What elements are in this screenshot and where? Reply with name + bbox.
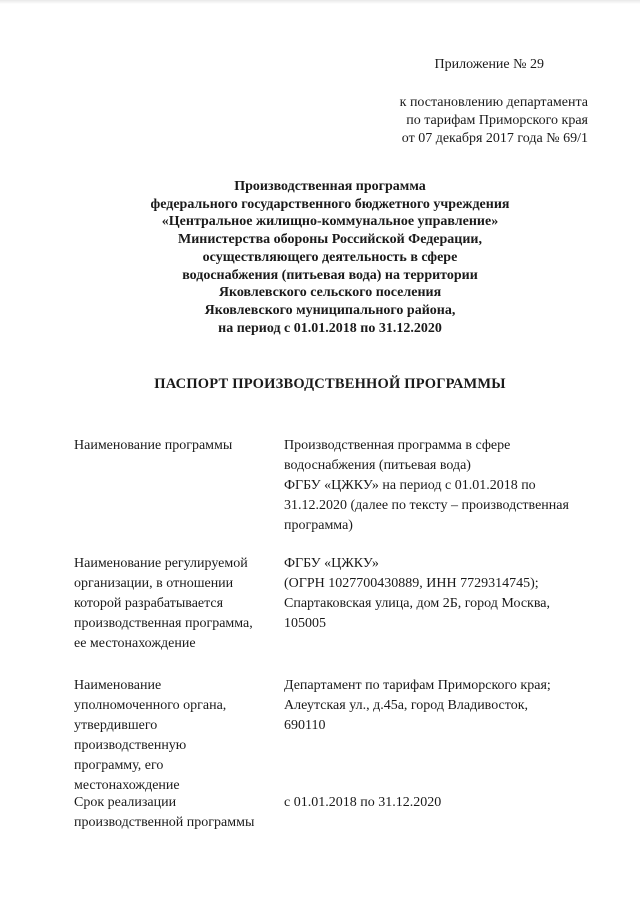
row-label [74, 793, 279, 833]
label-line: Срок реализации [74, 795, 177, 810]
value-line: 105005 [284, 616, 326, 631]
passport-heading: ПАСПОРТ ПРОИЗВОДСТВЕННОЙ ПРОГРАММЫ [154, 376, 506, 392]
label-line: производственную [74, 738, 187, 753]
label-line: уполномоченного органа, [74, 698, 227, 713]
label-line: Наименование программы [74, 438, 233, 453]
title-line: Министерства обороны Российской Федерации, [177, 232, 482, 248]
appendix-number [435, 56, 545, 74]
value-line: ФГБУ «ЦЖКУ» на период с 01.01.2018 по [284, 478, 536, 493]
title-line: на период с 01.01.2018 по 31.12.2020 [218, 320, 442, 336]
value-line: программа) [284, 518, 353, 533]
label-line: которой разрабатывается [74, 596, 224, 611]
title-line: «Центральное жилищно-коммунальное управление» [161, 214, 499, 230]
label-line: программу, его [74, 758, 164, 773]
document-title [60, 178, 600, 337]
value-line: (ОГРН 1027700430889, ИНН 7729314745); [284, 576, 539, 591]
appendix-title: Приложение № 29 [434, 57, 544, 72]
appendix-ref-line: к постановлению департамента [399, 95, 588, 110]
value-line: с 01.01.2018 по 31.12.2020 [284, 795, 442, 810]
label-line: утвердившего [74, 718, 158, 733]
label-line: ее местонахождение [74, 636, 196, 651]
appendix-ref-line: от 07 декабря 2017 года № 69/1 [401, 131, 588, 146]
value-line: Производственная программа в сфере [284, 438, 511, 453]
label-line: Наименование регулируемой [74, 556, 248, 571]
title-line: федерального государственного бюджетного учреждения [150, 196, 510, 212]
row-value [284, 793, 594, 813]
scan-edge [0, 0, 640, 4]
title-line: Производственная программа [234, 179, 426, 194]
value-line: ФГБУ «ЦЖКУ» [284, 556, 379, 571]
label-line: Наименование [74, 678, 162, 693]
title-line: Яковлевского сельского поселения [218, 285, 442, 301]
value-line: Департамент по тарифам Приморского края; [284, 678, 551, 693]
value-line: 690110 [284, 718, 326, 733]
value-line: Спартаковская улица, дом 2Б, город Москва, [284, 596, 550, 611]
row-value [284, 676, 594, 736]
row-value [284, 436, 594, 536]
title-line: Яковлевского муниципального района, [204, 302, 456, 318]
value-line: водоснабжения (питьевая вода) [284, 458, 471, 473]
label-line: организации, в отношении [74, 576, 234, 591]
label-line: местонахождение [74, 778, 180, 793]
label-line: производственной программы [74, 815, 255, 830]
row-value [284, 554, 594, 634]
appendix-ref-line: по тарифам Приморского края [406, 113, 588, 128]
label-line: производственная программа, [74, 616, 253, 631]
title-line: осуществляющего деятельность в сфере [202, 249, 458, 265]
title-line: водоснабжения (питьевая вода) на территории [182, 267, 478, 283]
row-label [74, 436, 279, 456]
row-label [74, 676, 279, 796]
value-line: Алеутская ул., д.45а, город Владивосток, [284, 698, 528, 713]
row-label [74, 554, 279, 654]
value-line: 31.12.2020 (далее по тексту – производственная [284, 498, 569, 513]
appendix-reference [328, 94, 588, 148]
